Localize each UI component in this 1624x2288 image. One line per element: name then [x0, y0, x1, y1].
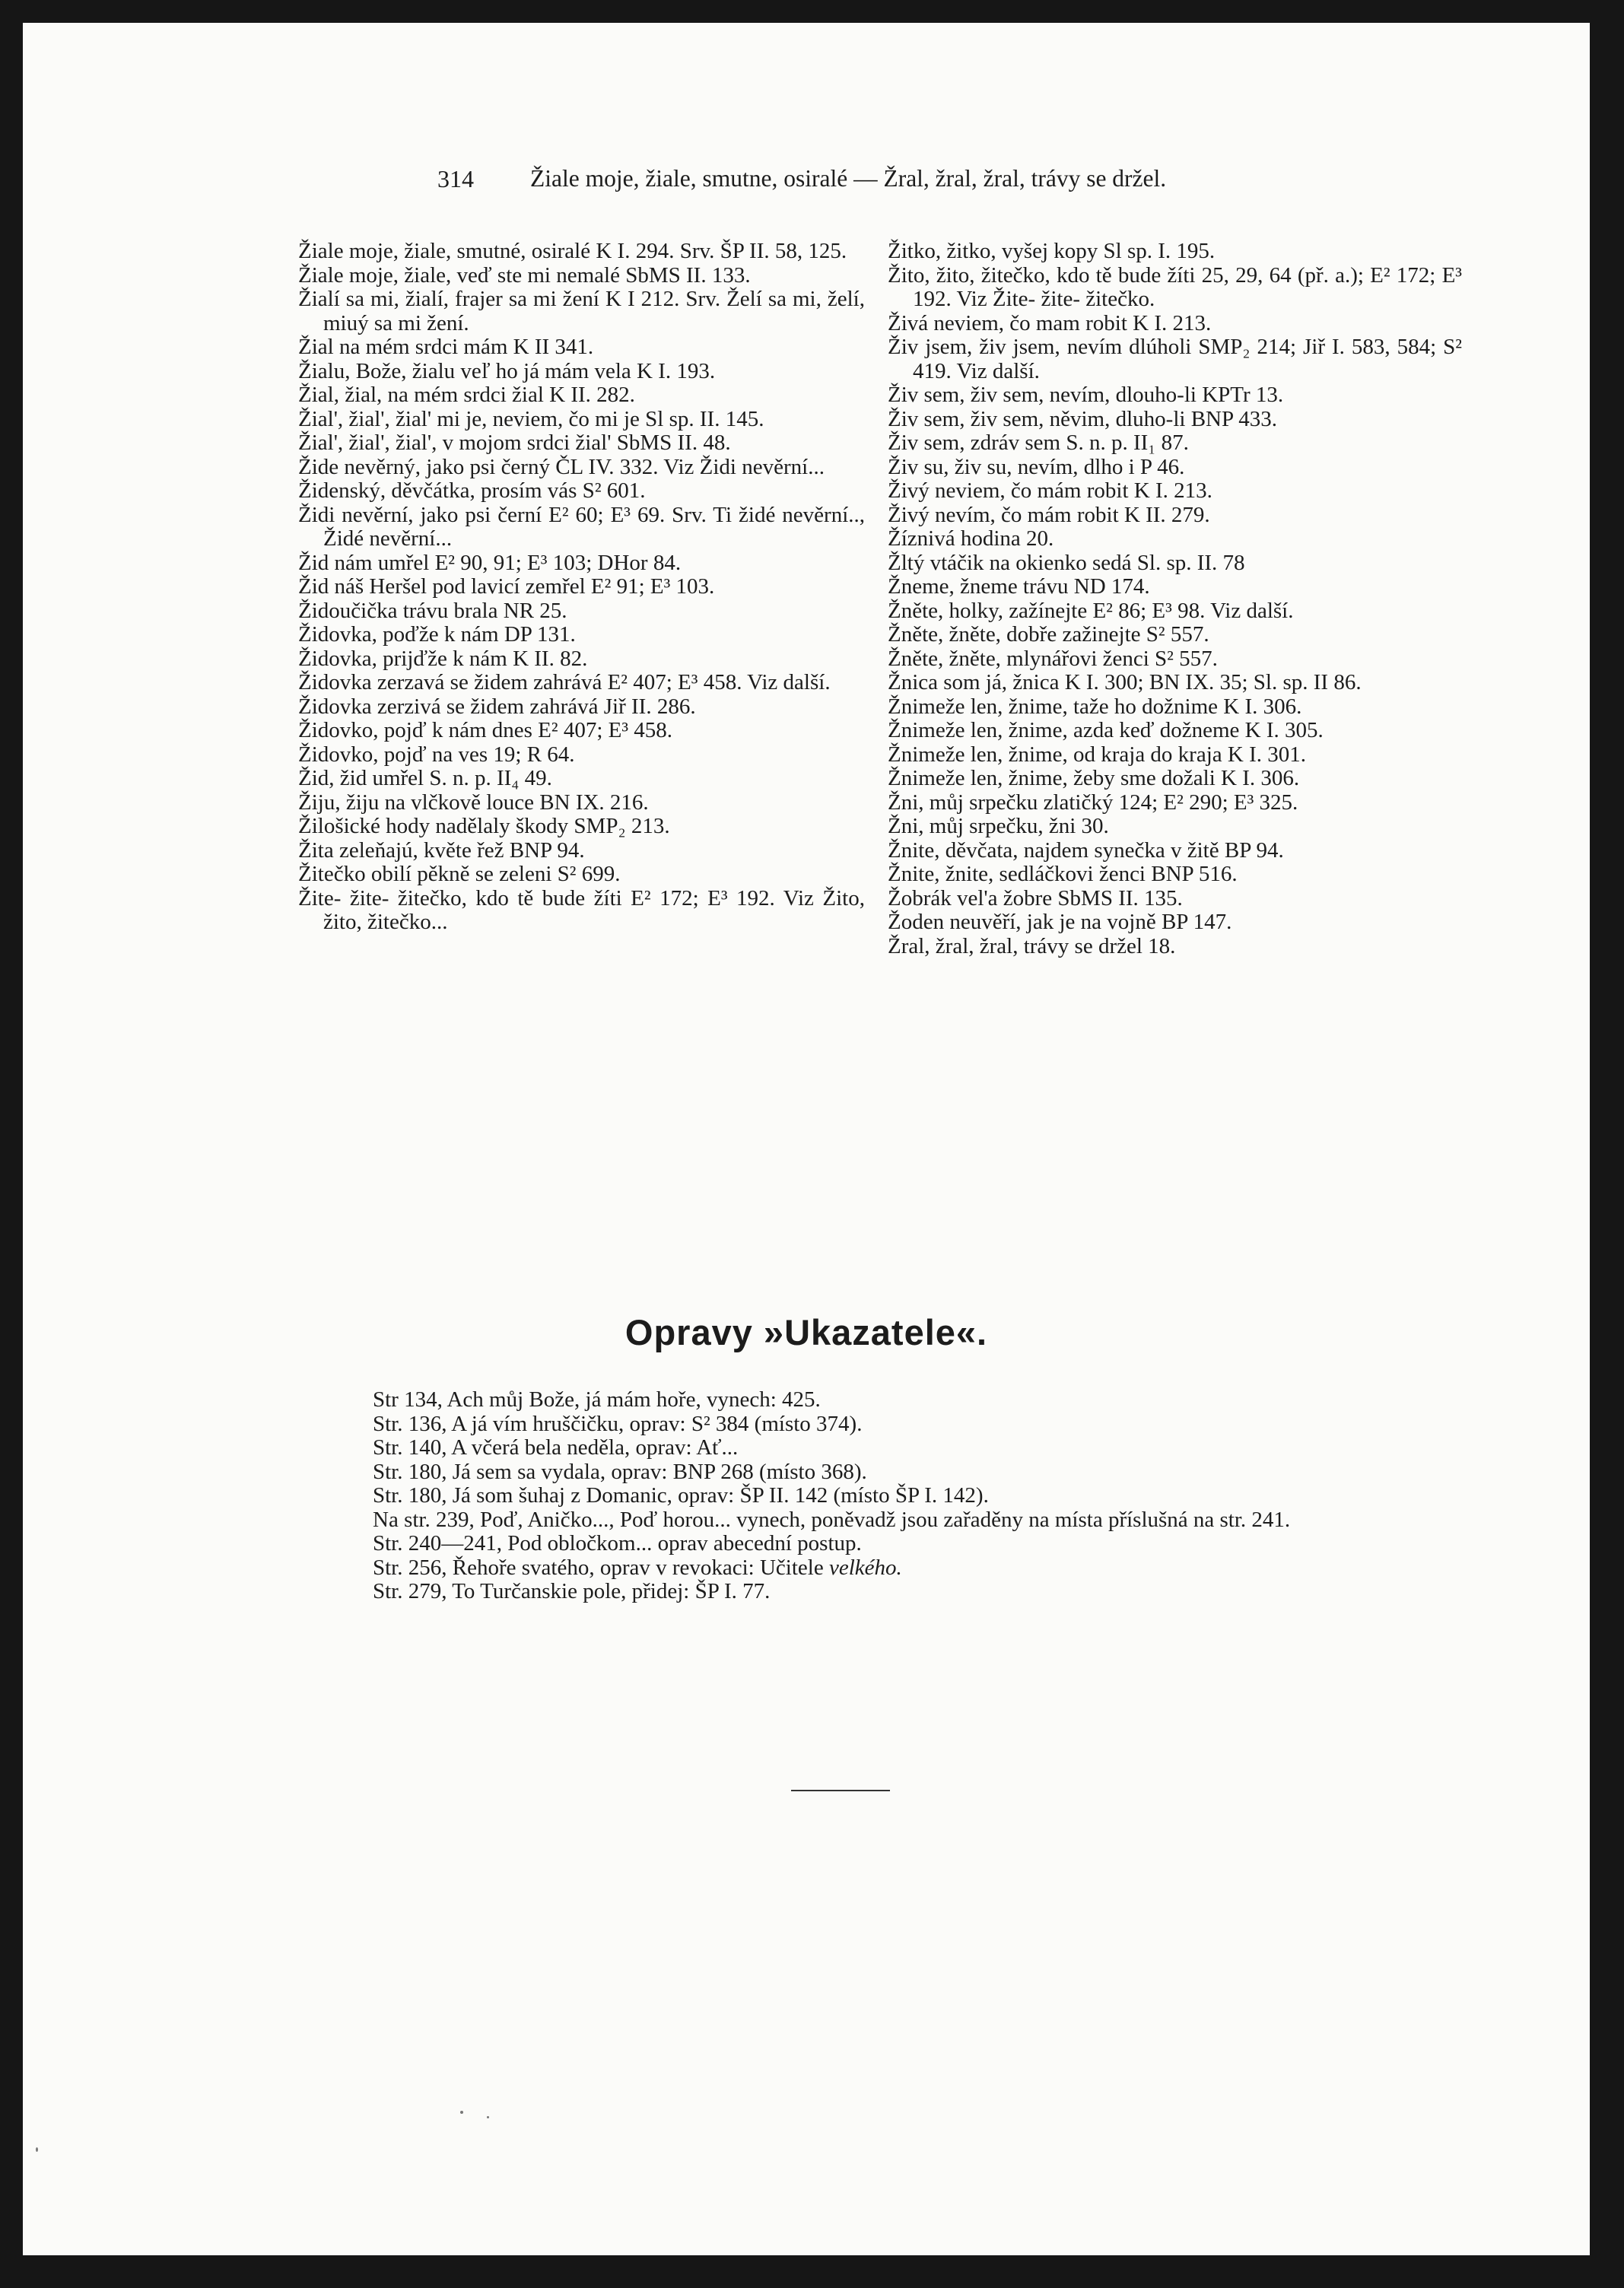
index-entry: Žnimeže len, žnime, taže ho dožnime K I. 306. — [888, 694, 1302, 719]
index-entry: Žid náš Heršel pod lavicí zemřel E² 91; E³ 103. — [298, 574, 715, 599]
index-entry: Židovka, poďže k nám DP 131. — [298, 622, 576, 647]
correction-text: Str. 256, Řehoře svatého, oprav v revokaci: Učitele — [373, 1555, 824, 1580]
index-entry: Žral, žral, žral, trávy se držel 18. — [888, 933, 1176, 958]
index-entry: Žial, žial, na mém srdci žial K II. 282. — [298, 383, 635, 407]
correction-line: Str. 180, Já som šuhaj z Domanic, oprav: ŠP II. 142 (místo ŠP I. 142). — [373, 1483, 989, 1508]
paper-speck — [460, 2111, 463, 2114]
paper-speck — [487, 2116, 489, 2118]
index-entry: Žilošické hody nadělaly škody SMP₂ 213. — [298, 814, 670, 838]
index-entry: Žněte, žněte, mlynářovi ženci S² 557. — [888, 646, 1218, 671]
index-entry: Živý neviem, čo mám robit K I. 213. — [888, 478, 1212, 503]
correction-line — [340, 1556, 1454, 1581]
index-entry: Žnite, děvčata, najdem synečka v žitě BP 94. — [888, 837, 1284, 863]
index-entry: Žiale moje, žiale, veď ste mi nemalé SbMS II. 133. — [298, 262, 751, 288]
index-entry: Žnimeže len, žnime, azda keď dožneme K I. 305. — [888, 718, 1324, 742]
index-entry: Žnimeže len, žnime, žeby sme dožali K I. 306. — [888, 766, 1300, 790]
index-entry: Židovka zerzivá se židem zahrává Jiř II. 286. — [298, 694, 696, 719]
index-entry: Židovka zerzavá se židem zahrává E² 407; E³ 458. Viz další. — [298, 670, 831, 694]
index-entry: Žitečko obilí pěkně se zeleni S² 699. — [298, 862, 621, 886]
corrections-title: Opravy »Ukazatele«. — [624, 1312, 988, 1352]
correction-line: Str. 240—241, Pod obločkom... oprav abecední postup. — [373, 1531, 862, 1556]
index-entry: Židi nevěrní, jako psi černí E² 60; E³ 69. Srv. Ti židé nevěrní.., Židé nevěrní... — [298, 502, 865, 551]
index-entry: Žnimeže len, žnime, od kraja do kraja K I. 301. — [888, 742, 1306, 767]
index-entry: Živá neviem, čo mam robit K I. 213. — [888, 310, 1212, 335]
index-entry: Žoden neuvěří, jak je na vojně BP 147. — [888, 910, 1232, 934]
index-entry: Žial', žial', žial', v mojom srdci žial' SbMS II. 48. — [298, 431, 731, 455]
index-entry: Žial', žial', žial' mi je, neviem, čo mi je Sl sp. II. 145. — [298, 406, 764, 431]
index-entry: Žněte, žněte, dobře zažinejte S² 557. — [888, 622, 1209, 647]
index-entry: Žni, můj srpečku zlatičký 124; E² 290; E³ 325. — [888, 790, 1298, 815]
index-entry: Žíznivá hodina 20. — [888, 526, 1054, 551]
index-entry: Žid, žid umřel S. n. p. II₄ 49. — [298, 766, 552, 790]
correction-emphasis: velkého. — [828, 1555, 902, 1580]
index-entry: Živ jsem, živ jsem, nevím dlúholi SMP₂ 214; Jiř I. 583, 584; S² 419. Viz další. — [888, 335, 1462, 383]
correction-line: Str. 136, A já vím hruščičku, oprav: S² 384 (místo 374). — [373, 1411, 863, 1436]
index-entry: Živ su, živ su, nevím, dlho i P 46. — [888, 454, 1185, 479]
index-entry: Žnite, žnite, sedláčkovi ženci BNP 516. — [888, 862, 1238, 886]
paper-speck — [36, 2147, 38, 2152]
index-entry: Žni, můj srpečku, žni 30. — [888, 814, 1109, 838]
corrections-list — [340, 1388, 1454, 1604]
index-entry: Žnica som já, žnica K I. 300; BN IX. 35; Sl. sp. II 86. — [888, 670, 1362, 694]
index-entry: Živ sem, zdráv sem S. n. p. II₁ 87. — [888, 431, 1189, 455]
book-page — [23, 23, 1590, 2255]
index-entry: Žněte, holky, zažínejte E² 86; E³ 98. Viz další. — [888, 598, 1294, 623]
running-title: Žiale moje, žiale, smutne, osiralé — Žral, žral, žral, trávy se držel. — [530, 165, 1167, 192]
index-entry: Žita zeleňajú, květe řež BNP 94. — [298, 837, 585, 863]
index-column-right — [888, 240, 1462, 958]
index-entry: Žiju, žiju na vlčkově louce BN IX. 216. — [298, 790, 649, 815]
index-entry: Žialí sa mi, žialí, frajer sa mi žení K I 212. Srv. Želí sa mi, želí, miuý sa mi žení. — [298, 287, 865, 335]
index-entry: Žneme, žneme trávu ND 174. — [888, 574, 1150, 599]
index-entry: Žltý vtáčik na okienko sedá Sl. sp. II. 78 — [888, 550, 1245, 575]
index-entry: Židovko, pojď k nám dnes E² 407; E³ 458. — [298, 718, 673, 742]
index-entry: Židoučička trávu brala NR 25. — [298, 598, 567, 623]
page-number: 314 — [437, 165, 474, 192]
correction-line: Na str. 239, Poď, Aničko..., Poď horou... vynech, poněvadž jsou zařaděny na místa příslušná na str. 241. — [373, 1507, 1291, 1532]
index-entry: Živ sem, živ sem, nevím, dlouho-li KPTr 13. — [888, 383, 1284, 407]
index-column-left — [298, 240, 865, 935]
index-entry: Žialu, Bože, žialu veľ ho já mám vela K I. 193. — [298, 358, 716, 383]
index-entry: Žide nevěrný, jako psi černý ČL IV. 332. Viz Židi nevěrní... — [298, 454, 825, 479]
correction-line: Str. 140, A včerá bela neděla, oprav: Ať... — [373, 1435, 739, 1460]
index-entry: Žid nám umřel E² 90, 91; E³ 103; DHor 84. — [298, 550, 682, 575]
index-entry: Žite- žite- žitečko, kdo tě bude žíti E² 172; E³ 192. Viz Žito, žito, žitečko... — [298, 885, 865, 934]
correction-line: Str 134, Ach můj Bože, já mám hoře, vynech: 425. — [373, 1387, 821, 1412]
index-entry: Živ sem, živ sem, něvim, dluho-li BNP 433. — [888, 406, 1278, 431]
index-entry: Žobrák vel'a žobre SbMS II. 135. — [888, 885, 1183, 910]
index-entry: Židovko, pojď na ves 19; R 64. — [298, 742, 575, 767]
index-entry: Žial na mém srdci mám K II 341. — [298, 335, 594, 359]
index-entry: Židovka, prijďže k nám K II. 82. — [298, 646, 588, 671]
index-entry: Živý nevím, čo mám robit K II. 279. — [888, 502, 1210, 527]
closing-rule — [791, 1790, 890, 1791]
index-entry: Židenský, děvčátka, prosím vás S² 601. — [298, 478, 646, 503]
correction-line: Str. 279, To Turčanskie pole, přidej: ŠP I. 77. — [373, 1579, 771, 1603]
correction-line: Str. 180, Já sem sa vydala, oprav: BNP 268 (místo 368). — [373, 1459, 867, 1484]
index-entry: Žitko, žitko, vyšej kopy Sl sp. I. 195. — [888, 239, 1216, 263]
index-entry: Žito, žito, žitečko, kdo tě bude žíti 25, 29, 64 (př. a.); E² 172; E³ 192. Viz Žite- žite- žitečko. — [888, 262, 1462, 311]
index-entry: Žiale moje, žiale, smutné, osiralé K I. 294. Srv. ŠP II. 58, 125. — [298, 239, 847, 263]
